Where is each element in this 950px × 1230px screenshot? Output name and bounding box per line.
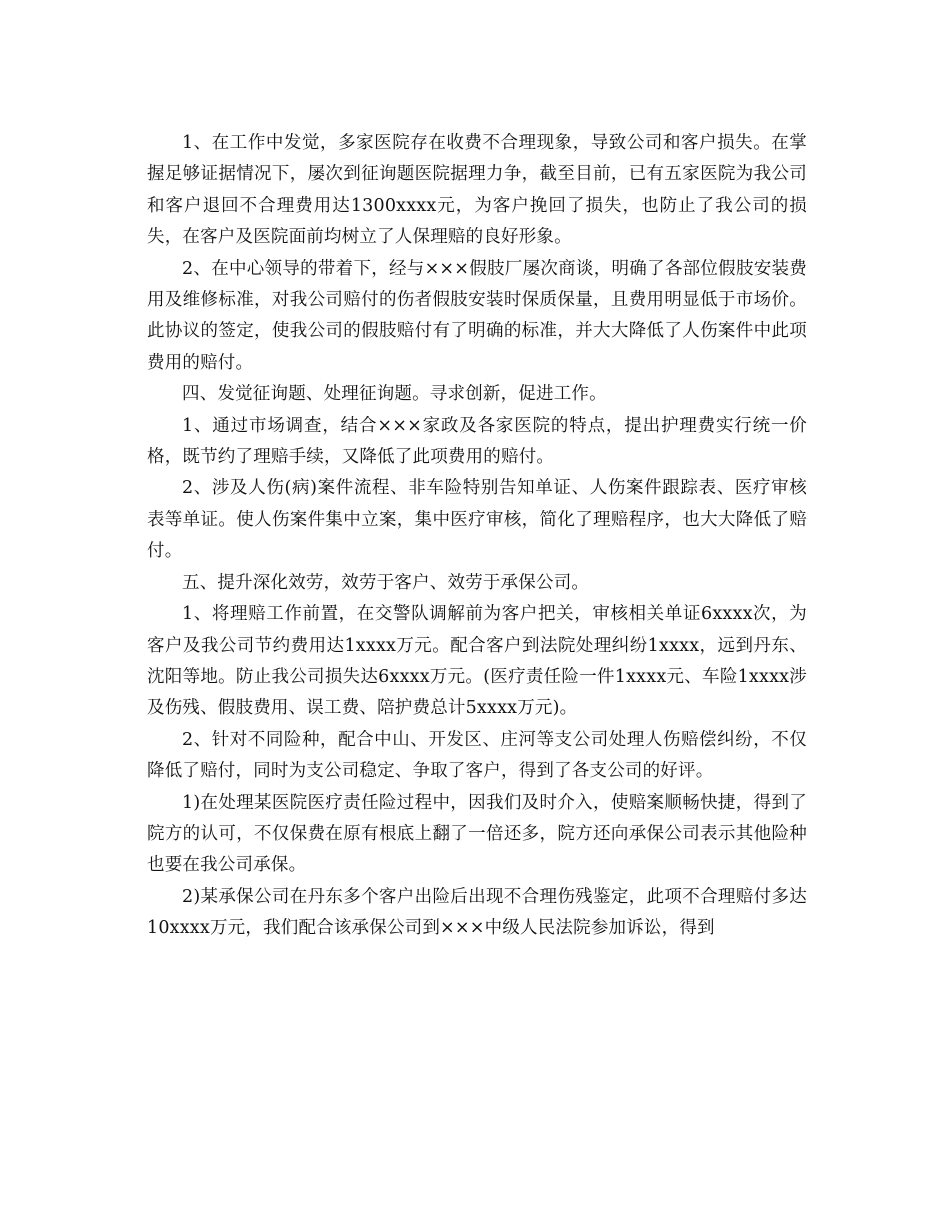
- paragraph: 2、针对不同险种，配合中山、开发区、庄河等支公司处理人伤赔偿纠纷，不仅降低了赔付，同时为支公司稳定、争取了客户，得到了各支公司的好评。: [147, 729, 807, 782]
- paragraph: 1、将理赔工作前置，在交警队调解前为客户把关，审核相关单证6xxxx次，为客户及我公司节约费用达1xxxx万元。配合客户到法院处理纠纷1xxxx，远到丹东、沈阳等地。防止我公司损失达6xxxx万元。(医疗责任险一件1xxxx元、车险1xxxx涉及伤残、假肢费用、误工费、陪护费总计5xxxx万元)。: [147, 604, 807, 719]
- paragraph: 2、在中心领导的带着下，经与×××假肢厂屡次商谈，明确了各部位假肢安装费用及维修标准，对我公司赔付的伤者假肢安装时保质保量，且费用明显低于市场价。此协议的签定，使我公司的假肢赔付有了明确的标准，并大大降低了人伤案件中此项费用的赔付。: [147, 258, 807, 373]
- paragraph: 1、通过市场调查，结合×××家政及各家医院的特点，提出护理费实行统一价格，既节约了理赔手续，又降低了此项费用的赔付。: [147, 415, 807, 468]
- section-heading: 四、发觉征询题、处理征询题。寻求创新，促进工作。: [182, 384, 607, 405]
- paragraph: 2)某承保公司在丹东多个客户出险后出现不合理伤残鉴定，此项不合理赔付多达10xxxx万元，我们配合该承保公司到×××中级人民法院参加诉讼，得到: [147, 886, 807, 939]
- document-body: [147, 128, 807, 945]
- section-heading: 五、提升深化效劳，效劳于客户、效劳于承保公司。: [182, 572, 590, 593]
- paragraph: 2、涉及人伤(病)案件流程、非车险特别告知单证、人伤案件跟踪表、医疗审核表等单证。使人伤案件集中立案，集中医疗审核，简化了理赔程序，也大大降低了赔付。: [147, 478, 807, 562]
- paragraph: 1、在工作中发觉，多家医院存在收费不合理现象，导致公司和客户损失。在掌握足够证据情况下，屡次到征询题医院据理力争，截至目前，已有五家医院为我公司和客户退回不合理费用达1300xxxx元，为客户挽回了损失，也防止了我公司的损失，在客户及医院面前均树立了人保理赔的良好形象。: [147, 133, 807, 248]
- paragraph: 1)在处理某医院医疗责任险过程中，因我们及时介入，使赔案顺畅快捷，得到了院方的认可，不仅保费在原有根底上翻了一倍还多，院方还向承保公司表示其他险种也要在我公司承保。: [147, 792, 807, 876]
